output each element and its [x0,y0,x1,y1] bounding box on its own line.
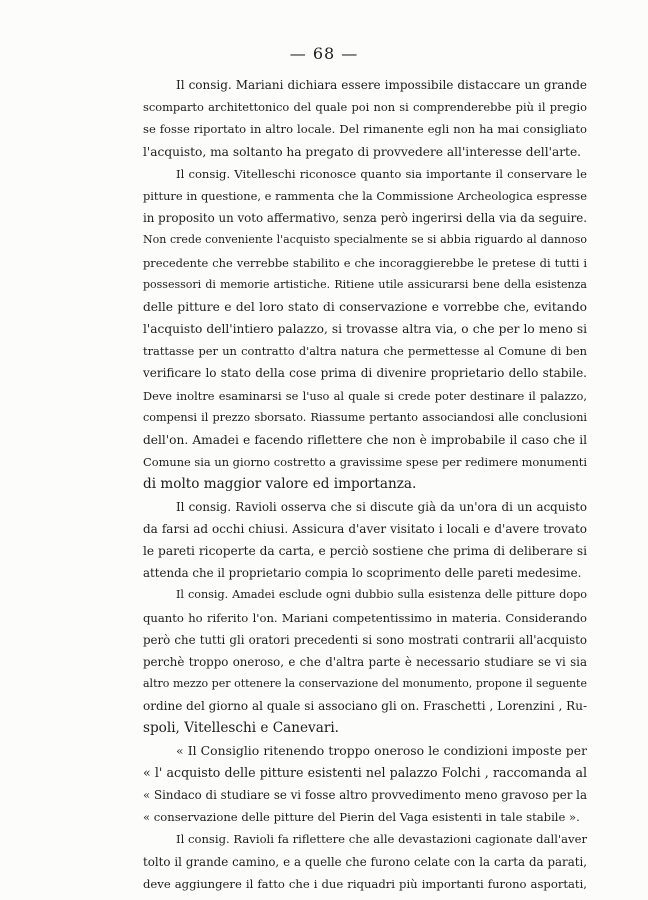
text-line: pitture in questione, e rammenta che la Commissione Archeologica espresse [143,188,587,203]
text-line: « Il Consiglio ritenendo troppo oneroso le condizioni imposte per [176,742,587,758]
text-line: « conservazione delle pitture del Pierin del Vaga esistenti in tale stabile ». [143,810,580,825]
text-line: Non crede conveniente l'acquisto specialmente se si abbia riguardo al dannoso [143,233,587,247]
text-line: possessori di memorie artistiche. Ritiene utile assicurarsi bene della esistenza [143,277,587,291]
text-line: delle pitture e del loro stato di conservazione e vorrebbe che, evitando [143,299,587,314]
text-line: in proposito un voto affermativo, senza però ingerirsi della via da seguire. [143,211,587,226]
text-line: Il consig. Ravioli fa riflettere che alle devastazioni cagionate dall'aver [176,832,587,847]
text-line: Il consig. Ravioli osserva che si discute già da un'ora di un acquisto [176,499,587,514]
text-line: Deve inoltre esaminarsi se l'uso al quale si crede poter destinare il palazzo, [143,388,587,403]
text-line: le pareti ricoperte da carta, e perciò sostiene che prima di deliberare si [143,543,587,558]
body-text [143,74,587,895]
text-line: però che tutti gli oratori precedenti si sono mostrati contrarii all'acquisto [143,632,587,647]
text-line: ordine del giorno al quale si associano gli on. Fraschetti , Lorenzini , Ru- [143,699,587,714]
page-number: — 68 — [289,44,359,63]
text-line: se fosse riportato in altro locale. Del rimanente egli non ha mai consigliato [143,122,587,137]
text-line: Il consig. Vitelleschi riconosce quanto sia importante il conservare le [176,166,587,181]
text-line: spoli, Vitelleschi e Canevari. [143,720,340,737]
text-line: deve aggiungere il fatto che i due riquadri più importanti furono asportati, [143,876,587,891]
text-line: attenda che il proprietario compia lo scoprimento delle pareti medesime. [143,566,582,581]
text-line: Comune sia un giorno costretto a gravissime spese per redimere monumenti [143,455,587,470]
text-line: Il consig. Amadei esclude ogni dubbio sulla esistenza delle pitture dopo [176,588,587,602]
text-line: « Sindaco di studiare se vi fosse altro provvedimento meno gravoso per la [143,788,587,802]
text-line: da farsi ad occhi chiusi. Assicura d'aver visitato i locali e d'avere trovato [143,521,587,536]
text-line: compensi il prezzo sborsato. Riassume pertanto associandosi alle conclusioni [143,410,587,424]
text-line: Il consig. Mariani dichiara essere impossibile distaccare un grande [176,78,587,92]
text-line: di molto maggior valore ed importanza. [143,476,417,493]
text-line: tolto il grande camino, e a quelle che furono celate con la carta da parati, [143,854,587,869]
text-line: trattasse per un contratto d'altra natura che permettesse al Comune di ben [143,344,587,359]
text-line: dell'on. Amadei e facendo riflettere che non è improbabile il caso che il [143,433,587,447]
text-line: l'acquisto, ma soltanto ha pregato di provvedere all'interesse dell'arte. [143,144,582,159]
text-line: altro mezzo per ottenere la conservazione del monumento, propone il seguente [143,677,587,691]
text-line: « l' acquisto delle pitture esistenti nel palazzo Folchi , raccomanda al [143,764,587,780]
text-line: perchè troppo oneroso, e che d'altra parte è necessario studiare se vi sia [143,654,587,669]
text-line: verificare lo stato della cose prima di divenire proprietario dello stabile. [143,366,587,381]
text-line: l'acquisto dell'intiero palazzo, si trovasse altra via, o che per lo meno si [143,322,587,337]
text-line: quanto ho riferito l'on. Mariani competentissimo in materia. Considerando [143,610,587,625]
text-line: precedente che verrebbe stabilito e che incoraggierebbe le pretese di tutti i [143,255,587,270]
text-line: scomparto architettonico del quale poi non si comprenderebbe più il pregio [143,100,587,115]
